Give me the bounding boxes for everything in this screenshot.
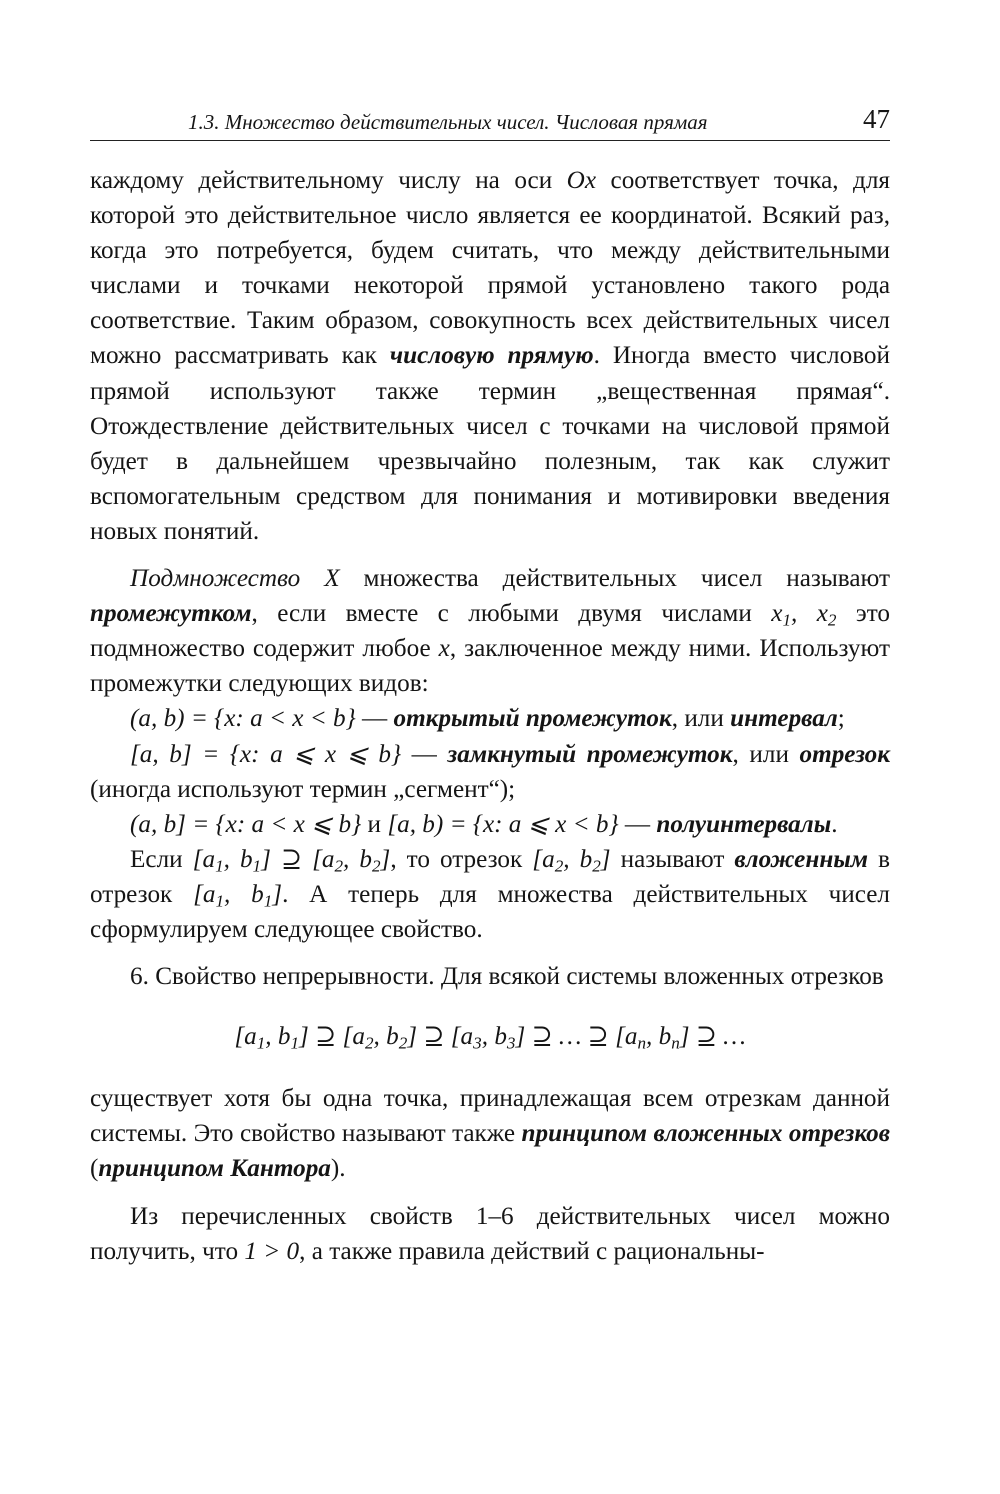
axis-ox: Ox [566, 167, 597, 194]
term-nested-segments-principle: принципом вложенных отрезков [521, 1120, 890, 1148]
paragraph-cantor-principle: существует хотя бы одна точка, принадлежащая всем отрезкам данной системы. Это свойство называют также принципом вложенных отрезков (принципом Кантора). [90, 1085, 890, 1183]
running-header [90, 104, 890, 141]
formula-half-open-left: (a, b] = {x: a < x ⩽ b} [130, 810, 362, 838]
term-nested: вложенным [734, 845, 869, 873]
term-number-line: числовую прямую [389, 342, 594, 370]
math-x1-x2: $x_1$, $x_2$ [771, 600, 837, 630]
page-body [90, 163, 890, 1269]
paragraph-interval-definition: Подмножество X множества действительных чисел называют промежутком, если вместе с любыми двумя числами $x_1$, $x_2$ это подмножество содержит любое x, заключенное между ними. Используют промежутки следующих видов: [90, 565, 890, 698]
paragraph-nested-segments: Если [$a_1$, $b_1$] ⊇ [$a_2$, $b_2$], то отрезок [$a_2$, $b_2$] называют вложенным в отрезок [$a_1$, $b_1$]. А теперь для множества действительных чисел сформулируем следующее свойство. [90, 845, 891, 943]
paragraph-half-intervals: (a, b] = {x: a < x ⩽ b} и [a, b) = {x: a ⩽ x < b} — полуинтервалы. [130, 810, 838, 838]
math-nested-relation: [$a_1$, $b_1$] ⊇ [$a_2$, $b_2$] [192, 845, 391, 876]
term-interval: промежутком [90, 600, 252, 628]
formula-half-open-right: [a, b) = {x: a ⩽ x < b} [387, 810, 619, 838]
running-title: 1.3. Множество действительных чисел. Числовая прямая [188, 110, 708, 134]
paragraph-closed-interval: [a, b] = {x: a ⩽ x ⩽ b} — замкнутый промежуток, или отрезок (иногда используют термин „сегмент“); [90, 740, 890, 803]
formula-closed-interval: [a, b] = {x: a ⩽ x ⩽ b} [130, 740, 402, 768]
formula-nested-chain: [$a_1$, $b_1$] ⊇ [$a_2$, $b_2$] ⊇ [$a_3$, $b_3$] ⊇ … ⊇ [$a_n$, $b_n$] ⊇ … [234, 1023, 746, 1053]
paragraph-open-interval: (a, b) = {x: a < x < b} — открытый промежуток, или интервал; [130, 705, 845, 733]
paragraph-consequences: Из перечисленных свойств 1–6 действительных чисел можно получить, что 1 > 0, а также правила действий с рациональны- [90, 1202, 890, 1265]
formula-open-interval: (a, b) = {x: a < x < b} [130, 705, 356, 733]
paragraph-number-line: каждому действительному числу на оси Ox соответствует точка, для которой это действительное число является ее координатой. Всякий раз, когда это потребуется, будем считать, что между действительными числами и точками некоторой прямой установлено такого рода соответствие. Таким образом, совокупность всех действительных чисел можно рассматривать как числовую прямую. Иногда вместо числовой прямой используют также термин „вещественная прямая“. Отождествление действительных чисел с точками на числовой прямой будет в дальнейшем чрезвычайно полезным, так как служит вспомогательным средством для понимания и мотивировки введения новых понятий. [90, 167, 890, 545]
page-number: 47 [863, 104, 890, 134]
term-cantor-principle: принципом Кантора [98, 1155, 331, 1183]
paragraph-continuity-property: 6. Свойство непрерывности. Для всякой системы вложенных отрезков [130, 963, 884, 991]
math-x: x [438, 635, 450, 663]
formula-one-positive: 1 > 0 [244, 1237, 300, 1265]
